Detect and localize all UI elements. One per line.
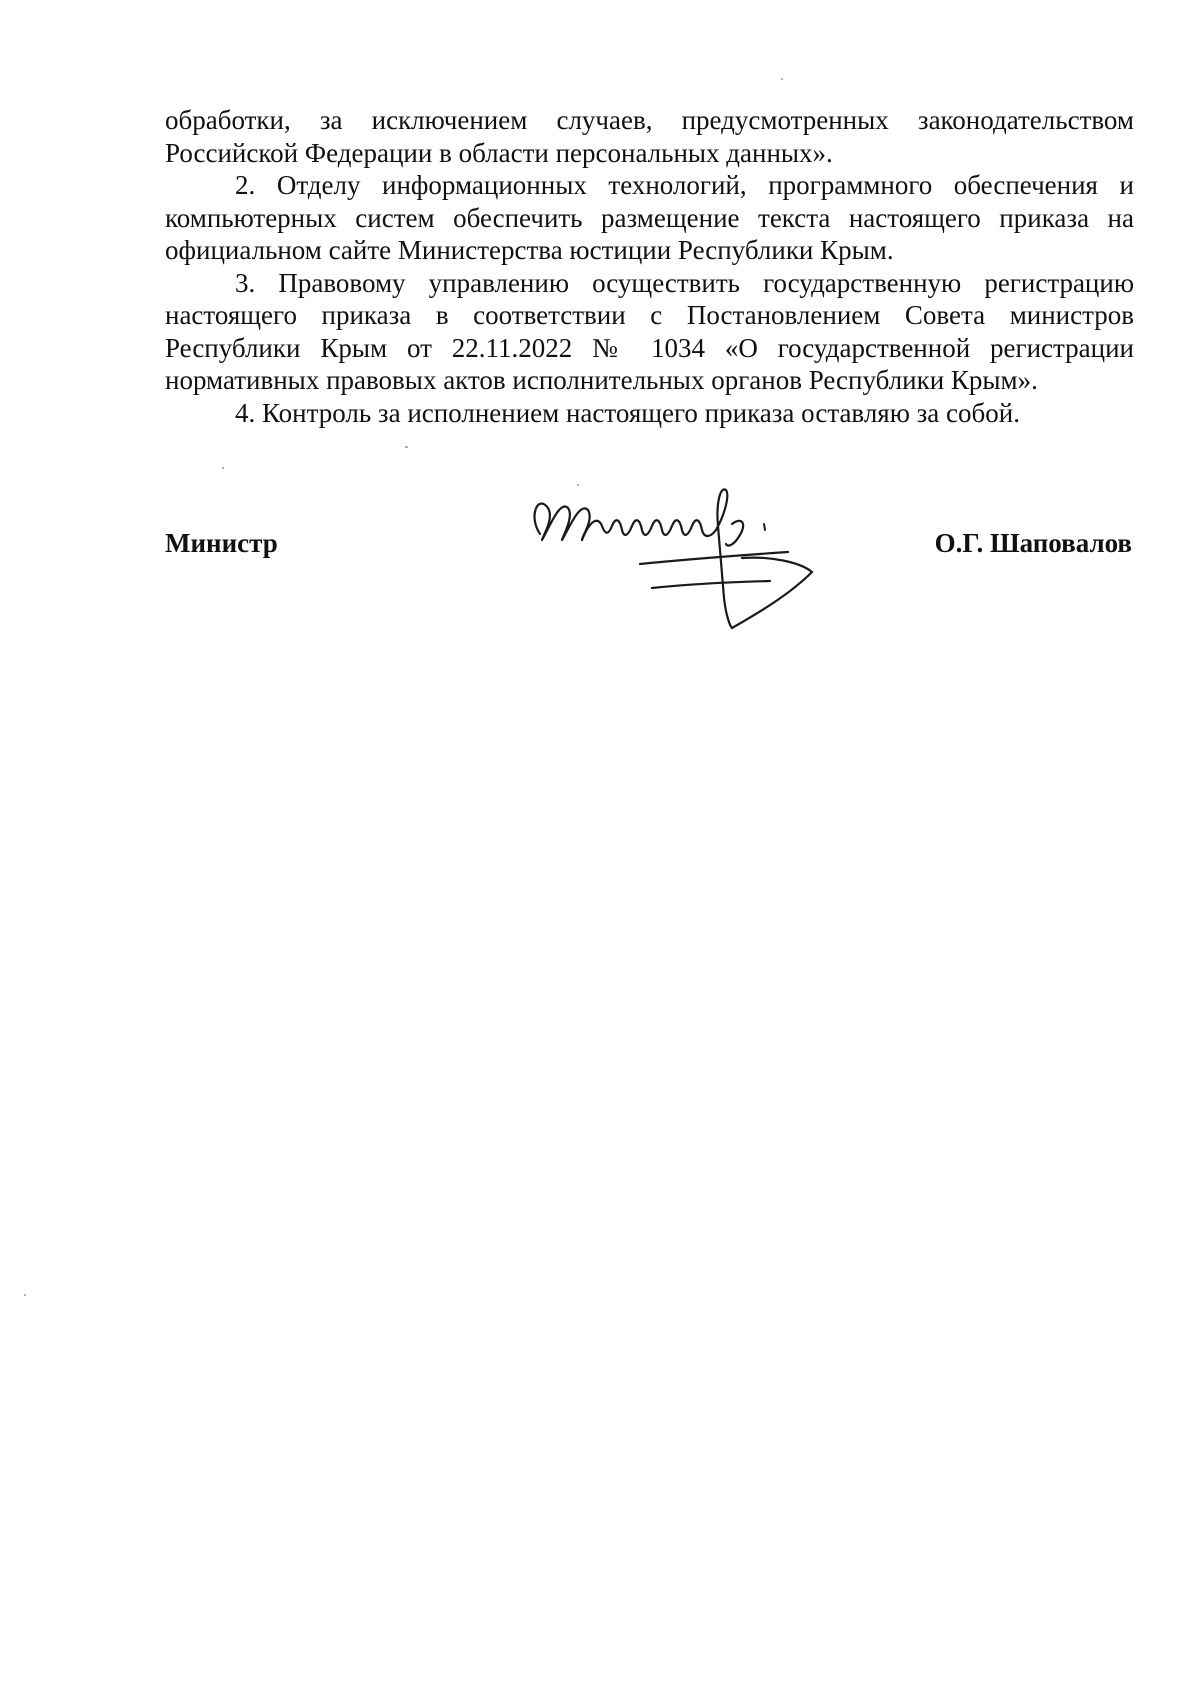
signatory-title: Министр	[165, 528, 278, 558]
signatory-name: О.Г. Шаповалов	[934, 528, 1132, 558]
paragraph-3: 3. Правовому управлению осуществить государственную регистрацию настоящего приказа в соответствии с Постановлением Совета министров Республики Крым от 22.11.2022 № 1034 «О государственной регистрации нормативных правовых актов исполнительных органов Республики Крым».	[165, 267, 1134, 395]
scan-speck	[24, 1294, 26, 1296]
paragraph-continuation: обработки, за исключением случаев, предусмотренных законодательством Российской Федерации в области персональных данных».	[165, 105, 1134, 168]
scan-speck	[405, 446, 408, 448]
scan-speck	[781, 78, 783, 80]
paragraph-2: 2. Отделу информационных технологий, программного обеспечения и компьютерных систем обеспечить размещение текста настоящего приказа на официальном сайте Министерства юстиции Республики Крым.	[165, 170, 1134, 265]
scan-speck	[222, 467, 224, 469]
document-body	[165, 104, 1134, 429]
paragraph-4: 4. Контроль за исполнением настоящего приказа оставляю за собой.	[235, 397, 1020, 428]
scan-speck	[577, 484, 579, 486]
handwritten-signature	[520, 486, 860, 656]
